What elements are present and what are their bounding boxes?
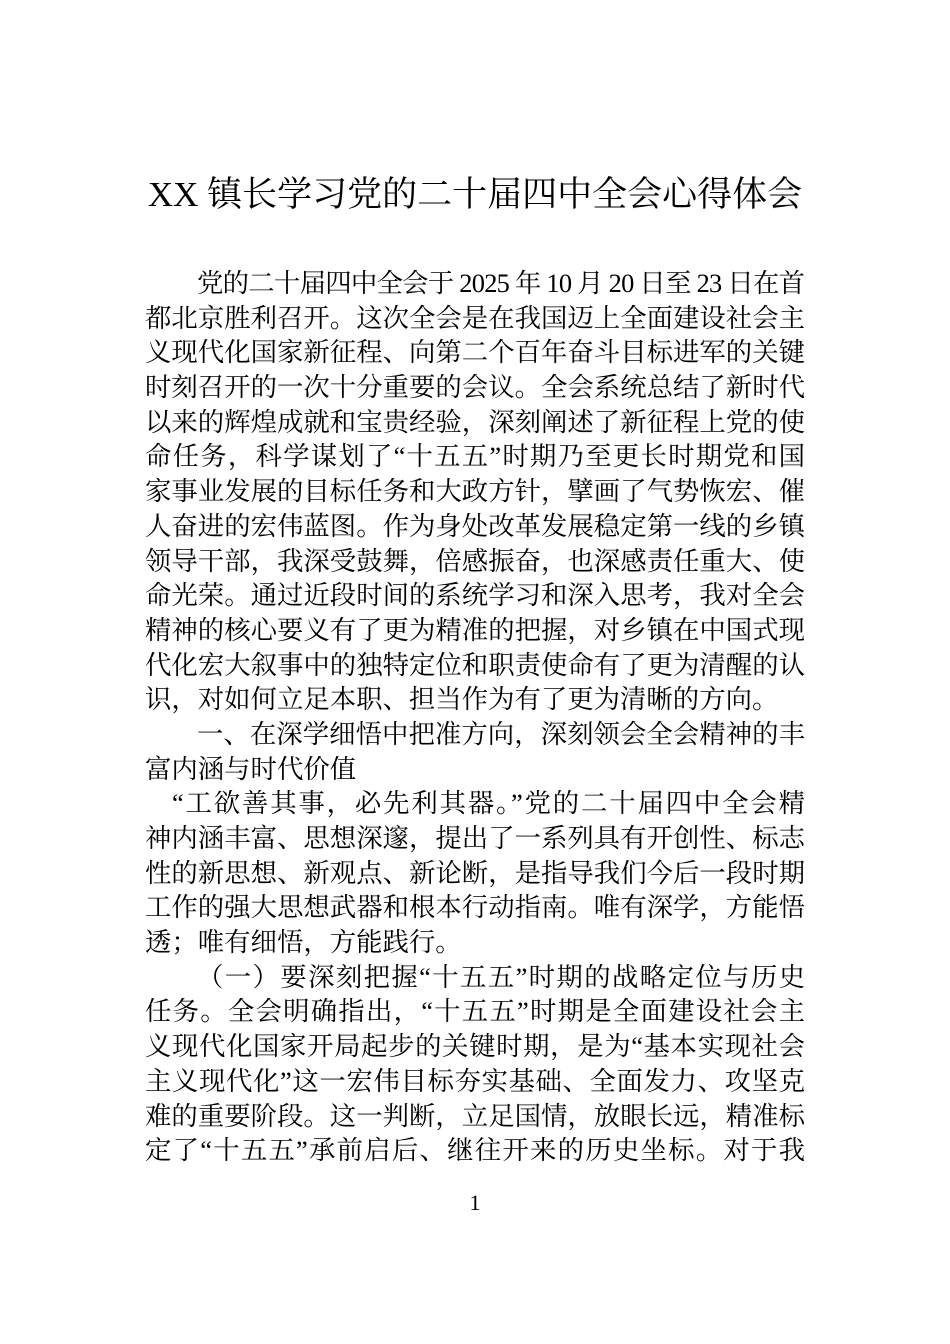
text-line: 代化宏大叙事中的独特定位和职责使命有了更为清醒的认 [145,649,806,680]
subsection-paragraph [145,960,805,1168]
text-line: “工欲善其事，必先利其器。”党的二十届四中全会精 [172,788,807,819]
intro-paragraph [145,266,805,717]
text-line: 任务。全会明确指出，“十五五”时期是全面建设社会主 [145,996,807,1027]
text-line: 都北京胜利召开。这次全会是在我国迈上全面建设社会主 [145,302,806,333]
text-line: 性的新思想、新观点、新论断，是指导我们今后一段时期 [145,857,806,888]
text-line: 难的重要阶段。这一判断，立足国情，放眼长远，精准标 [145,1100,806,1131]
text-line: 精神的核心要义有了更为精准的把握，对乡镇在中国式现 [145,614,806,645]
text-line: 定了“十五五”承前启后、继往开来的历史坐标。对于我 [145,1135,807,1166]
text-line: 一、在深学细悟中把准方向，深刻领会全会精神的丰 [197,718,806,749]
text-line: （一）要深刻把握“十五五”时期的战略定位与历史 [197,961,807,992]
text-line: 命光荣。通过近段时间的系统学习和深入思考，我对全会 [145,580,806,611]
text-line: 义现代化国家新征程、向第二个百年奋斗目标进军的关键 [145,337,806,368]
section-heading [145,717,805,786]
page-number: 1 [469,1190,481,1215]
text-line: 党的二十届四中全会于 2025 年 10 月 20 日至 23 日在首 [197,268,805,298]
text-line: 富内涵与时代价值 [145,753,357,784]
text-line: 主义现代化”这一宏伟目标夯实基础、全面发力、攻坚克 [145,1065,806,1096]
text-line: 家事业发展的目标任务和大政方针，擘画了气势恢宏、催 [145,476,806,507]
text-line: 领导干部，我深受鼓舞，倍感振奋，也深感责任重大、使 [145,545,806,576]
text-line: 命任务，科学谋划了“十五五”时期乃至更长时期党和国 [145,441,807,472]
text-line: 义现代化国家开局起步的关键时期，是为“基本实现社会 [145,1031,806,1062]
document-body [145,266,805,1168]
document-title: XX 镇长学习党的二十届四中全会心得体会 [147,175,803,214]
text-line: 透；唯有细悟，方能践行。 [145,927,462,958]
quote-paragraph [145,786,805,959]
text-line: 神内涵丰富、思想深邃，提出了一系列具有开创性、标志 [145,823,806,853]
text-line: 以来的辉煌成就和宝贵经验，深刻阐述了新征程上党的使 [145,406,806,437]
text-line: 识，对如何立足本职、担当作为有了更为清晰的方向。 [145,684,779,715]
text-line: 时刻召开的一次十分重要的会议。全会系统总结了新时代 [145,372,806,403]
text-line: 工作的强大思想武器和根本行动指南。唯有深学，方能悟 [145,892,806,923]
text-line: 人奋进的宏伟蓝图。作为身处改革发展稳定第一线的乡镇 [145,510,806,541]
